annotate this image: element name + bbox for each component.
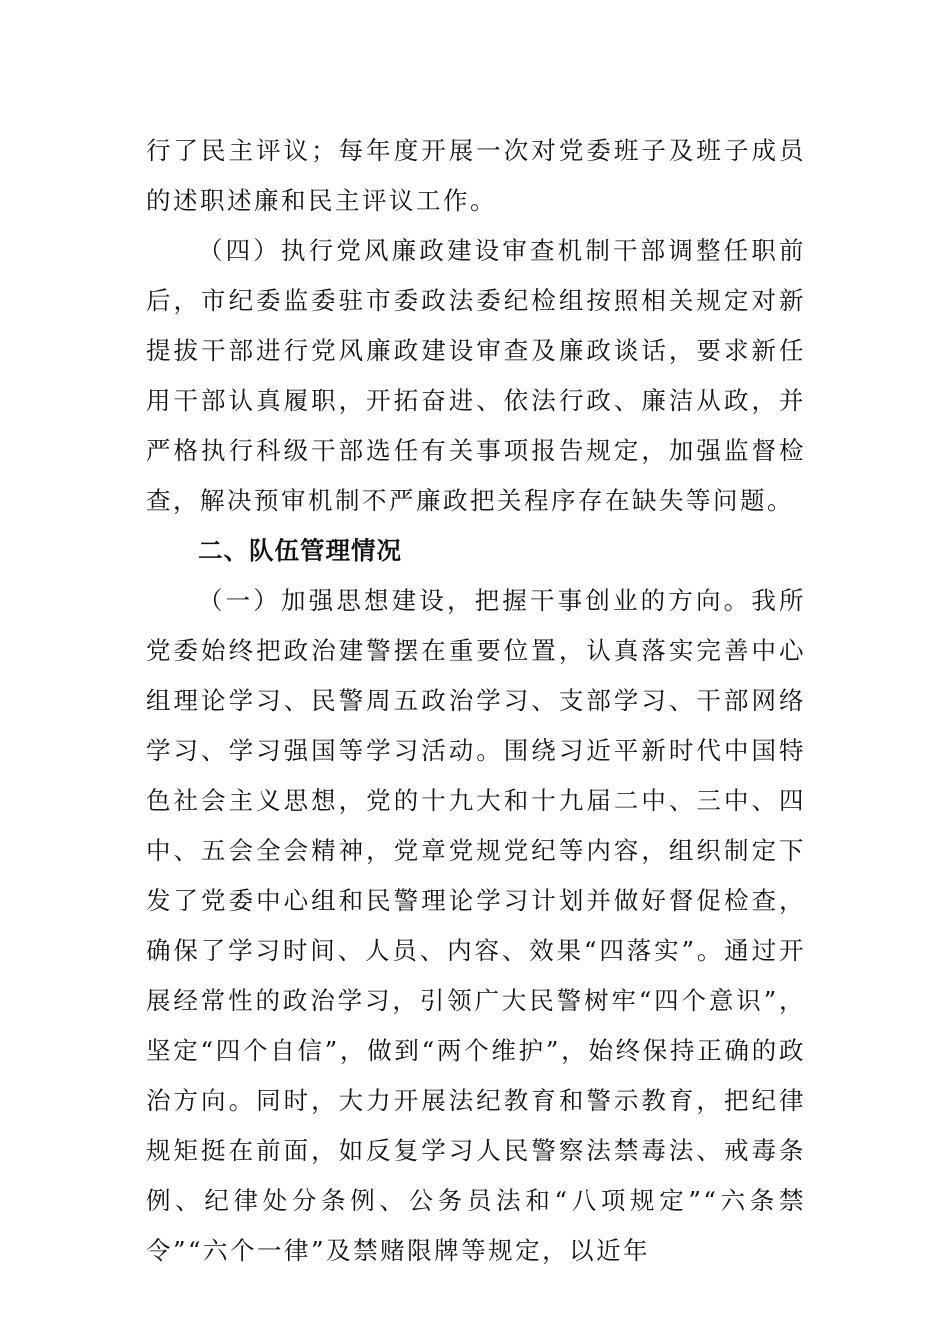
document-body (146, 126, 806, 1276)
paragraph-review-mechanism: （四）执行党风廉政建设审查机制干部调整任职前后，市纪委监委驻市委政法委纪检组按照相关规定对新提拔干部进行党风廉政建设审查及廉政谈话，要求新任用干部认真履职，开拓奋进、依法行政、廉洁从政，并严格执行科级干部选任有关事项报告规定，加强监督检查，解决预审机制不严廉政把关程序存在缺失等问题。 (146, 236, 806, 515)
paragraph-ideological-building: （一）加强思想建设，把握干事创业的方向。我所党委始终把政治建警摆在重要位置，认真落实完善中心组理论学习、民警周五政治学习、支部学习、干部网络学习、学习强国等学习活动。围绕习近平新时代中国特色社会主义思想，党的十九大和十九届二中、三中、四中、五会全会精神，党章党规党纪等内容，组织制定下发了党委中心组和民警理论学习计划并做好督促检查，确保了学习时间、人员、内容、效果“四落实”。通过开展经常性的政治学习，引领广大民警树牢“四个意识”，坚定“四个自信”，做到“两个维护”，始终保持正确的政治方向。同时，大力开展法纪教育和警示教育，把纪律规矩挺在前面，如反复学习人民警察法禁毒法、戒毒条例、纪律处分条例、公务员法和“八项规定”“六条禁令”“六个一律”及禁赌限牌等规定，以近年 (146, 586, 806, 1265)
paragraph-continuation: 行了民主评议；每年度开展一次对党委班子及班子成员的述职述廉和民主评议工作。 (146, 136, 806, 215)
section-heading: 二、队伍管理情况 (198, 536, 402, 565)
